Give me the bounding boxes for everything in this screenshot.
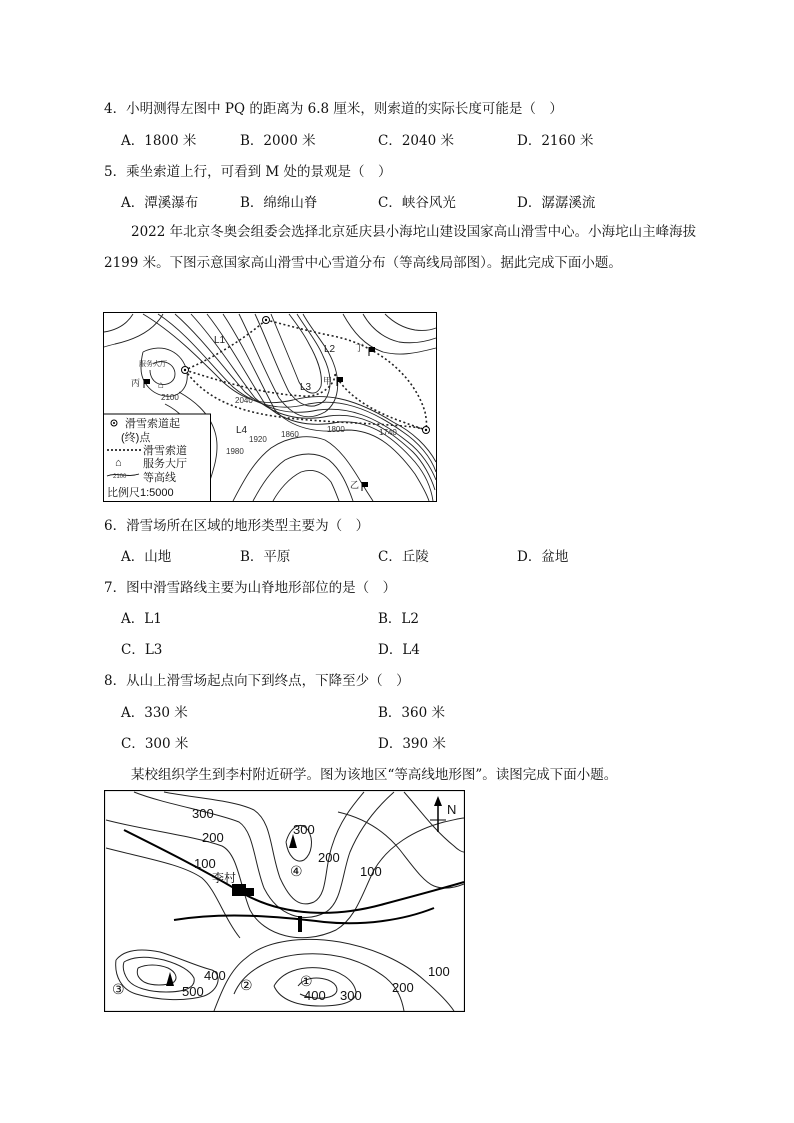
q8-option-d[interactable]: D．390 米: [378, 736, 446, 752]
service-hall-label: 服务大厅: [139, 361, 167, 368]
contour-label: 300: [340, 988, 362, 1003]
q4-option-b[interactable]: B．2000 米: [240, 133, 316, 149]
q8-option-a[interactable]: A．330 米: [121, 705, 188, 721]
question-5-stem: 5．乘坐索道上行，可看到 M 处的景观是（ ）: [104, 164, 392, 180]
q5-option-a[interactable]: A．潭溪瀑布: [121, 195, 199, 211]
legend-scale: 比例尺1:5000: [107, 487, 174, 499]
contour-label: 500: [182, 984, 204, 999]
contour-label: 100: [428, 964, 450, 979]
marker-1: ①: [300, 973, 313, 989]
contour-label: 2100: [161, 393, 179, 402]
marker-2: ②: [240, 977, 253, 993]
point-bing: 丙: [131, 378, 141, 388]
q5-option-d[interactable]: D．潺潺溪流: [517, 195, 596, 211]
legend-hall-icon: ⌂: [115, 457, 122, 469]
legend-start: 滑雪索道起: [125, 418, 180, 430]
contour-label: 200: [202, 830, 224, 845]
contour-label: 200: [392, 980, 414, 995]
q7-option-c[interactable]: C．L3: [121, 642, 163, 658]
legend-hall: 服务大厅: [143, 458, 187, 470]
village-building: [232, 884, 246, 896]
q7-option-d[interactable]: D．L4: [378, 642, 420, 658]
passage-2: 某校组织学生到李村附近研学。图为该地区“等高线地形图”。读图完成下面小题。: [131, 767, 618, 783]
route-label-l2: L2: [324, 344, 336, 355]
question-7-stem: 7．图中滑雪路线主要为山脊地形部位的是（ ）: [104, 580, 397, 596]
point-ding: 丁: [355, 343, 365, 353]
question-6-stem: 6．滑雪场所在区域的地形类型主要为（ ）: [104, 518, 370, 534]
point-jia: 甲: [323, 376, 333, 386]
map1-legend: [104, 414, 211, 502]
route-label-l3: L3: [300, 382, 312, 393]
village-label: 李村: [212, 871, 237, 885]
q4-option-a[interactable]: A．1800 米: [121, 133, 197, 149]
legend-contour-value: 2100: [113, 474, 127, 480]
marker-4: ④: [290, 863, 303, 879]
q8-option-b[interactable]: B．360 米: [378, 705, 445, 721]
passage-1: 2022 年北京冬奥会组委会选择北京延庆县小海坨山建设国家高山滑雪中心。小海坨山主峰海拔 2199 米。下图示意国家高山滑雪中心雪道分布（等高线局部图）。据此完成下面小题。: [104, 224, 697, 271]
q6-option-b[interactable]: B．平原: [240, 549, 291, 565]
question-8-stem: 8．从山上滑雪场起点向下到终点，下降至少（ ）: [104, 673, 410, 689]
contour-label: 300: [293, 822, 315, 837]
contour-label: 200: [318, 850, 340, 865]
q6-option-d[interactable]: D．盆地: [517, 549, 569, 565]
q7-option-b[interactable]: B．L2: [378, 611, 419, 627]
contour-label: 2040: [235, 396, 253, 405]
ski-contour-map: [103, 312, 437, 502]
marker-3: ③: [112, 981, 125, 997]
contour-label: 1860: [281, 430, 299, 439]
point-yi: 乙: [350, 480, 360, 490]
q4-option-c[interactable]: C．2040 米: [378, 133, 454, 149]
route-label-l4: L4: [236, 425, 248, 436]
contour-label: 400: [304, 988, 326, 1003]
li-village-contour-map: [104, 790, 465, 1012]
contour-label: 1920: [249, 435, 267, 444]
contour-label: 300: [192, 806, 214, 821]
legend-start-2: (终)点: [121, 432, 151, 444]
bridge: [298, 916, 302, 932]
q7-option-a[interactable]: A．L1: [121, 611, 162, 627]
q5-option-c[interactable]: C．峡谷风光: [378, 195, 456, 211]
contour-label: 1740: [379, 428, 397, 437]
route-label-l1: L1: [214, 335, 226, 346]
contour-label: 100: [194, 856, 216, 871]
north-label: N: [447, 802, 457, 817]
contour-label: 400: [204, 968, 226, 983]
question-4-stem: 4．小明测得左图中 PQ 的距离为 6.8 厘米，则索道的实际长度可能是（ ）: [104, 101, 563, 117]
legend-contour: 等高线: [143, 472, 176, 484]
contour-label: 100: [360, 864, 382, 879]
q4-option-d[interactable]: D．2160 米: [517, 133, 594, 149]
q6-option-c[interactable]: C．丘陵: [378, 549, 429, 565]
q8-option-c[interactable]: C．300 米: [121, 736, 189, 752]
contour-label: 1980: [226, 447, 244, 456]
service-hall-icon: ⌂: [158, 380, 165, 391]
q6-option-a[interactable]: A．山地: [121, 549, 172, 565]
contour-label: 1800: [327, 425, 345, 434]
legend-cable: 滑雪索道: [143, 445, 187, 457]
q5-option-b[interactable]: B．绵绵山脊: [240, 195, 318, 211]
